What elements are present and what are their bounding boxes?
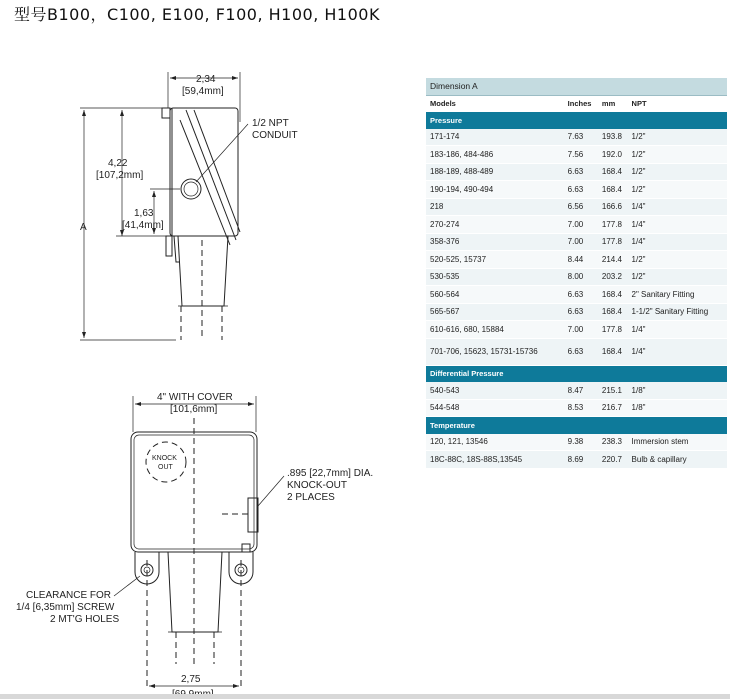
table-row — [426, 434, 727, 451]
table-cell: 193.8 — [598, 129, 628, 146]
table-row — [426, 233, 727, 251]
dim-height-mm: [107,2mm] — [96, 170, 144, 181]
table-cell: 203.2 — [598, 268, 628, 286]
table-cell: 560-564 — [426, 286, 564, 304]
section-header: Temperature — [426, 417, 727, 434]
table-cell: 8.69 — [564, 451, 598, 469]
table-cell: 1/4" — [628, 216, 727, 234]
table-cell: 6.56 — [564, 198, 598, 216]
table-cell: 6.63 — [564, 181, 598, 199]
table-cell: 168.4 — [598, 303, 628, 321]
table-cell: 1/4" — [628, 198, 727, 216]
table-cell: 8.53 — [564, 399, 598, 417]
table-cell: 701-706, 15623, 15731-15736 — [426, 338, 564, 365]
table-cell: 177.8 — [598, 321, 628, 339]
table-cell: 192.0 — [598, 146, 628, 164]
cover-width-label: 4" WITH COVER — [157, 392, 233, 403]
dim-conduit-in: 1,63 — [134, 208, 154, 219]
table-cell: 565-567 — [426, 303, 564, 321]
table-row — [426, 181, 727, 199]
table-cell: 7.00 — [564, 233, 598, 251]
table-cell: 168.4 — [598, 163, 628, 181]
clearance-line1: CLEARANCE FOR — [26, 590, 112, 601]
table-row — [426, 303, 727, 321]
knockout-line3: 2 PLACES — [287, 492, 335, 503]
table-cell: 8.44 — [564, 251, 598, 269]
mount-dim-in: 2,75 — [181, 674, 201, 685]
table-cell: 168.4 — [598, 338, 628, 365]
table-cell: 177.8 — [598, 233, 628, 251]
knockout-line1: .895 [22,7mm] DIA. — [287, 468, 374, 479]
table-cell: 520-525, 15737 — [426, 251, 564, 269]
table-cell: 216.7 — [598, 399, 628, 417]
table-cell: 540-543 — [426, 382, 564, 399]
table-cell: 6.63 — [564, 286, 598, 304]
table-cell: 2" Sanitary Fitting — [628, 286, 727, 304]
table-cell: Immersion stem — [628, 434, 727, 451]
npt-label-2: CONDUIT — [252, 130, 298, 141]
page-bottom-bar — [0, 694, 730, 699]
section-header: Pressure — [426, 112, 727, 129]
table-cell: Bulb & capillary — [628, 451, 727, 469]
table-cell: 530-535 — [426, 268, 564, 286]
table-cell: 1/2" — [628, 268, 727, 286]
table-title: Dimension A — [426, 78, 727, 95]
table-cell: 8.47 — [564, 382, 598, 399]
table-cell: 171-174 — [426, 129, 564, 146]
table-cell: 120, 121, 13546 — [426, 434, 564, 451]
table-cell: 7.63 — [564, 129, 598, 146]
table-header-row — [426, 95, 727, 112]
table-row — [426, 399, 727, 417]
table-row — [426, 286, 727, 304]
table-cell: 9.38 — [564, 434, 598, 451]
table-cell: 183-186, 484-486 — [426, 146, 564, 164]
clearance-line2: 1/4 [6,35mm] SCREW — [16, 602, 115, 613]
table-cell: 1/2" — [628, 163, 727, 181]
npt-label-1: 1/2 NPT — [252, 118, 289, 129]
table-cell: 6.63 — [564, 303, 598, 321]
table-row — [426, 451, 727, 469]
table-cell: 214.4 — [598, 251, 628, 269]
table-cell: 1/8" — [628, 399, 727, 417]
dim-conduit-mm: [41,4mm] — [122, 220, 164, 231]
table-cell: 238.3 — [598, 434, 628, 451]
cover-width-mm: [101,6mm] — [170, 404, 218, 415]
table-cell: 218 — [426, 198, 564, 216]
table-row — [426, 129, 727, 146]
dim-a: A — [80, 222, 87, 233]
clearance-line3: 2 MT'G HOLES — [50, 614, 120, 625]
table-cell: 220.7 — [598, 451, 628, 469]
table-row — [426, 268, 727, 286]
section-header-row — [426, 112, 727, 129]
section-header: Differential Pressure — [426, 365, 727, 382]
table-cell: 7.56 — [564, 146, 598, 164]
dimension-table — [426, 78, 727, 469]
table-cell: 544-548 — [426, 399, 564, 417]
table-cell: 1/2" — [628, 146, 727, 164]
table-cell: 1/4" — [628, 233, 727, 251]
table-cell: 1-1/2" Sanitary Fitting — [628, 303, 727, 321]
table-cell: 610-616, 680, 15884 — [426, 321, 564, 339]
table-cell: 190-194, 490-494 — [426, 181, 564, 199]
table-cell: 177.8 — [598, 216, 628, 234]
knock-label-2: OUT — [158, 464, 173, 471]
table-cell: 188-189, 488-489 — [426, 163, 564, 181]
dim-height-in: 4,22 — [108, 158, 128, 169]
knockout-circle — [146, 442, 186, 482]
front-view — [16, 392, 373, 699]
table-cell: 270-274 — [426, 216, 564, 234]
column-header: Models — [426, 95, 564, 112]
table-cell: 215.1 — [598, 382, 628, 399]
table-cell: 1/4" — [628, 321, 727, 339]
table-row — [426, 251, 727, 269]
section-header-row — [426, 365, 727, 382]
table-cell: 1/2" — [628, 251, 727, 269]
table-cell: 18C-88C, 18S-88S,13545 — [426, 451, 564, 469]
column-header: mm — [598, 95, 628, 112]
table-cell: 1/2" — [628, 181, 727, 199]
table-row — [426, 338, 727, 365]
column-header: NPT — [628, 95, 727, 112]
table-cell: 6.63 — [564, 338, 598, 365]
table-cell: 6.63 — [564, 163, 598, 181]
table-cell: 8.00 — [564, 268, 598, 286]
table-cell: 7.00 — [564, 216, 598, 234]
table-row — [426, 163, 727, 181]
column-header: Inches — [564, 95, 598, 112]
page-title: 型号B100，C100, E100, F100, H100, H100K — [14, 5, 380, 24]
table-row — [426, 198, 727, 216]
table-row — [426, 321, 727, 339]
table-cell: 7.00 — [564, 321, 598, 339]
table-cell: 1/2" — [628, 129, 727, 146]
section-header-row — [426, 417, 727, 434]
table-row — [426, 382, 727, 399]
table-row — [426, 216, 727, 234]
side-view — [80, 72, 298, 340]
table-cell: 168.4 — [598, 181, 628, 199]
table-title-row — [426, 78, 727, 95]
knock-label-1: KNOCK — [152, 455, 177, 462]
table-cell: 358-376 — [426, 233, 564, 251]
table-cell: 1/4" — [628, 338, 727, 365]
knockout-line2: KNOCK-OUT — [287, 480, 347, 491]
table-cell: 1/8" — [628, 382, 727, 399]
table-row — [426, 146, 727, 164]
table-cell: 166.6 — [598, 198, 628, 216]
table-cell: 168.4 — [598, 286, 628, 304]
dim-width-in: 2,34 — [196, 74, 216, 85]
dim-width-mm: [59,4mm] — [182, 86, 224, 97]
